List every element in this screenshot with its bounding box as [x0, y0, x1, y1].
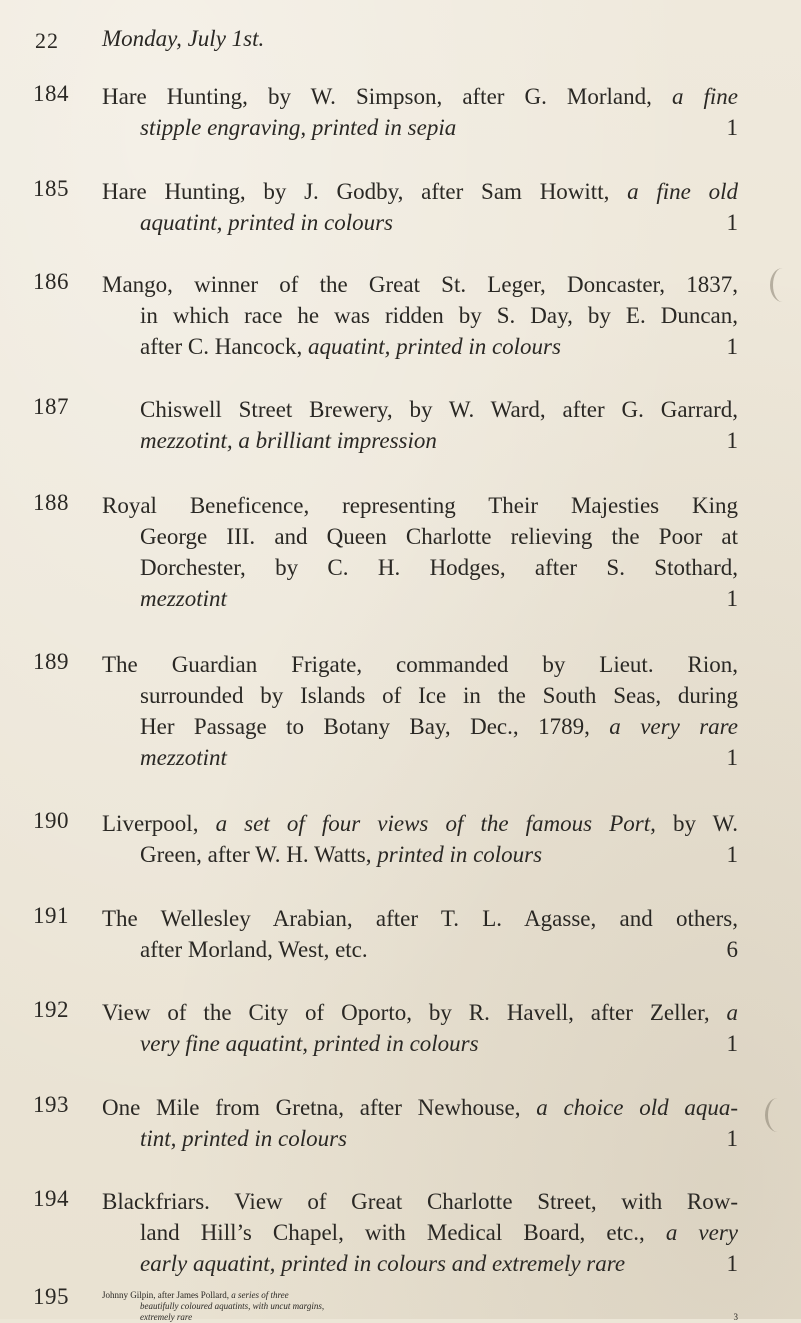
description-line: very fine aquatint, printed in colours 1	[102, 1028, 738, 1059]
description-line: mezzotint 1	[102, 742, 738, 773]
running-head: Monday, July 1st.	[102, 26, 265, 51]
description-line: Dorchester, by C. H. Hodges, after S. Stothard,	[140, 555, 738, 580]
lot-number: 194	[33, 1186, 69, 1211]
lot-description	[102, 81, 738, 143]
margin-mark	[770, 268, 795, 302]
lot-description	[102, 176, 738, 238]
description-line: after Morland, West, etc. 6	[102, 934, 738, 965]
lot-number: 185	[33, 176, 69, 201]
description-line: extremely rare 3	[140, 1312, 738, 1322]
lot-quantity: 1	[726, 115, 738, 140]
lot-description	[102, 1186, 738, 1279]
description-line: mezzotint 1	[102, 583, 738, 614]
lot-quantity: 1	[726, 1031, 738, 1056]
lot-number: 195	[33, 1284, 69, 1309]
lot-number: 188	[33, 490, 69, 515]
description-line: land Hill’s Chapel, with Medical Board, etc., a very	[140, 1220, 739, 1245]
lot-quantity: 1	[726, 334, 738, 359]
lot-number: 184	[33, 81, 69, 106]
description-line: George III. and Queen Charlotte relieving the Poor at	[140, 524, 738, 549]
lot-quantity: 1	[726, 842, 738, 867]
lot-number: 192	[33, 997, 69, 1022]
description-line: tint, printed in colours 1	[102, 1123, 738, 1154]
description-line: surrounded by Islands of Ice in the South Seas, during	[140, 683, 738, 708]
lot-description	[102, 649, 738, 773]
description-line: Her Passage to Botany Bay, Dec., 1789, a very rare	[140, 714, 738, 739]
lot-description	[102, 997, 738, 1059]
lot-quantity: 1	[726, 1251, 738, 1276]
description-line: Hare Hunting, by W. Simpson, after G. Morland, a fine	[102, 84, 738, 109]
lot-description	[102, 903, 738, 965]
description-line: Johnny Gilpin, after James Pollard, a series of three	[102, 1290, 289, 1300]
lot-description	[102, 269, 738, 362]
lot-number: 189	[33, 649, 69, 674]
description-line: Liverpool, a set of four views of the famous Port, by W.	[102, 811, 738, 836]
lot-quantity: 1	[726, 586, 738, 611]
description-line: The Guardian Frigate, commanded by Lieut. Rion,	[102, 652, 738, 677]
description-line: in which race he was ridden by S. Day, by E. Duncan,	[140, 303, 738, 328]
lot-description	[102, 1092, 738, 1154]
description-line: mezzotint, a brilliant impression 1	[102, 425, 738, 456]
description-line: The Wellesley Arabian, after T. L. Agasse, and others,	[102, 906, 738, 931]
description-line: Mango, winner of the Great St. Leger, Doncaster, 1837,	[102, 272, 738, 297]
description-line: Green, after W. H. Watts, printed in colours 1	[102, 839, 738, 870]
description-line: View of the City of Oporto, by R. Havell, after Zeller, a	[102, 1000, 738, 1025]
description-line: after C. Hancock, aquatint, printed in colours 1	[102, 331, 738, 362]
lot-description	[102, 808, 738, 870]
lot-quantity: 3	[733, 1312, 738, 1322]
description-line: aquatint, printed in colours 1	[102, 207, 738, 238]
margin-mark	[765, 1098, 790, 1132]
description-line: beautifully coloured aquatints, with uncut margins,	[140, 1301, 325, 1311]
description-line: Blackfriars. View of Great Charlotte Street, with Row-	[102, 1189, 738, 1214]
lot-number: 190	[33, 808, 69, 833]
lot-quantity: 1	[726, 1126, 738, 1151]
page-number: 22	[35, 28, 59, 53]
description-line: Royal Beneficence, representing Their Majesties King	[102, 493, 738, 518]
description-line: One Mile from Gretna, after Newhouse, a choice old aqua-	[102, 1095, 738, 1120]
lot-description	[102, 490, 738, 614]
description-line: Hare Hunting, by J. Godby, after Sam Howitt, a fine old	[102, 179, 738, 204]
lot-quantity: 1	[726, 210, 738, 235]
description-line: early aquatint, printed in colours and extremely rare 1	[102, 1248, 738, 1279]
lot-description	[102, 1290, 738, 1323]
lot-quantity: 6	[726, 937, 738, 962]
description-line: Chiswell Street Brewery, by W. Ward, after G. Garrard,	[140, 397, 738, 422]
lot-number: 191	[33, 903, 69, 928]
description-line: stipple engraving, printed in sepia 1	[102, 112, 738, 143]
lot-number: 187	[33, 394, 69, 419]
lot-number: 186	[33, 269, 69, 294]
lot-quantity: 1	[726, 428, 738, 453]
lot-description	[102, 394, 738, 456]
lot-quantity: 1	[726, 745, 738, 770]
lot-number: 193	[33, 1092, 69, 1117]
